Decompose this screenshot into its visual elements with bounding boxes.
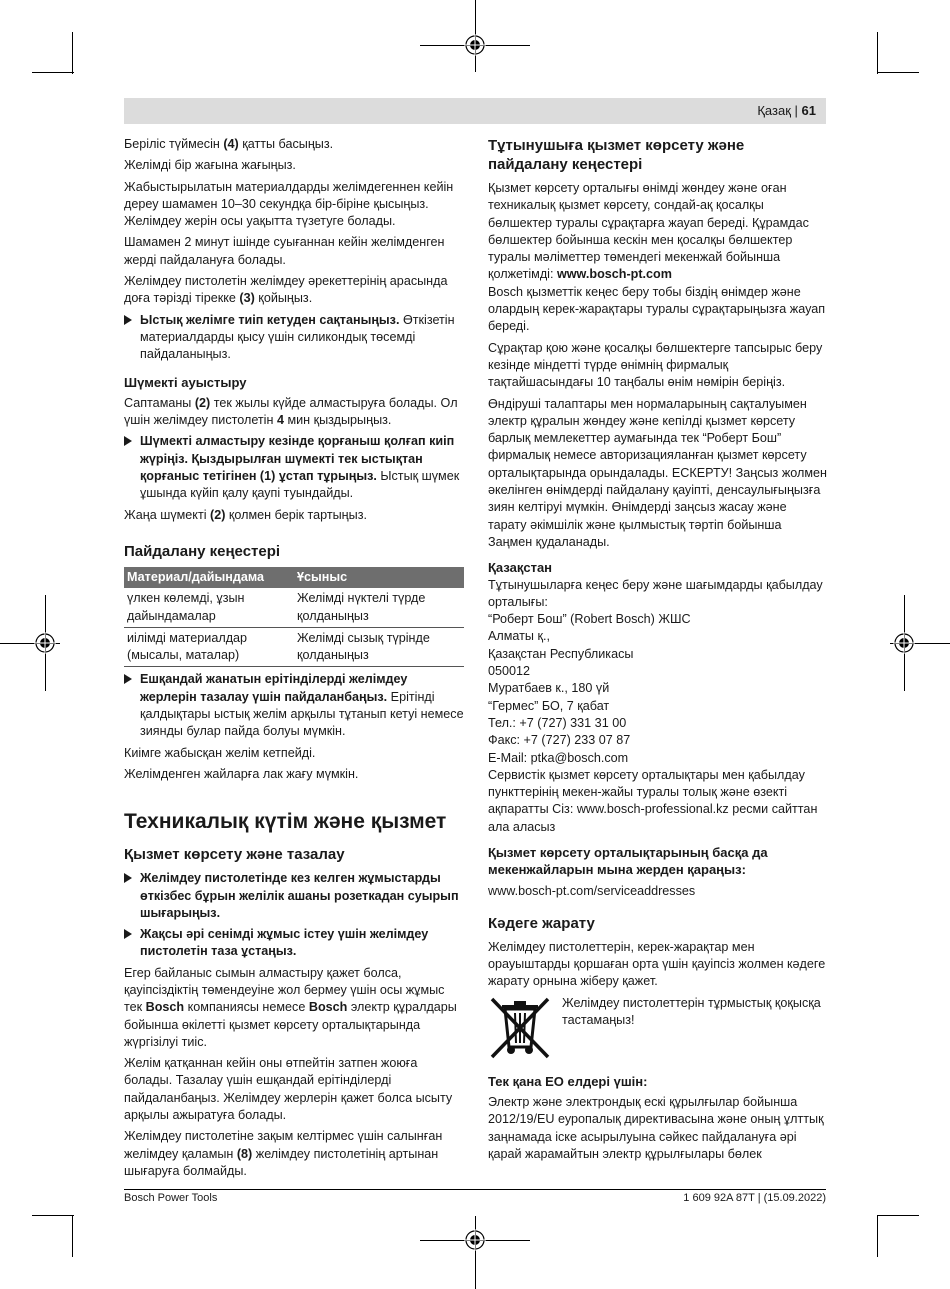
paragraph	[488, 180, 828, 284]
bullet-arrow-icon	[124, 873, 132, 883]
text: Қызмет көрсету орталығы өнімді жөндеу және оған техникалық қызмет көрсету, сондай-ақ қосалқы бөлшектер туралы сұрақтарға жауап береді. Құрамдас бөлшектер бойынша кескін мен қосалқы бөлшектер туралы мәліметтер төмендегі мекенжай бойынша қолжетімді:	[488, 181, 809, 282]
part-ref: (2)	[210, 507, 226, 522]
bullet-bold: Ешқандай жанатын ерітінділерді желімдеу жерлерін тазалау үшін пайдаланбаңыз.	[140, 672, 408, 704]
paragraph	[124, 1128, 464, 1180]
page-header	[124, 98, 826, 124]
footer-doc-id: 1 609 92A 87T | (15.09.2022)	[683, 1192, 826, 1204]
warning-bullet	[124, 671, 464, 740]
crop-mark	[475, 1216, 476, 1289]
address-line: E-Mail: ptka@bosch.com	[488, 750, 629, 765]
address-line: Қазақстан Республикасы	[488, 646, 634, 661]
header-section: Қазақ	[757, 103, 791, 118]
crossed-out-bin-icon	[488, 995, 552, 1061]
paragraph: Желімді бір жағына жағыңыз.	[124, 158, 296, 173]
paragraph: Желімденген жайларға лак жағу мүмкін.	[124, 766, 359, 781]
text: қолмен берік тартыңыз.	[225, 507, 367, 522]
paragraph: Жабыстырылатын материалдарды желімдегеннен кейін дереу шамамен 10–30 секундқа бір-біріне қысыңыз. Желімдеу жерін осы уақытта түзетуге болады.	[124, 179, 454, 229]
paragraph	[124, 965, 464, 1051]
bullet-bold: Жақсы әрі сенімді жұмыс істеу үшін желімдеу пистолетін таза ұстаңыз.	[140, 927, 429, 959]
page-number: 61	[801, 103, 816, 118]
text: Егер байланыс сымын алмастыру қажет болса, қауіпсіздіктің төмендеуіне жол бермеу үшін осы жұмыс тек	[124, 965, 445, 1015]
part-ref: (3)	[239, 291, 255, 306]
bullet-arrow-icon	[124, 674, 132, 684]
section-heading: Пайдалану кеңестері	[124, 542, 281, 560]
address-line: “Гермес” БО, 7 қабат	[488, 698, 610, 713]
address-block	[488, 577, 828, 836]
bullet-bold: Ыстық желімге тиіп кетуден сақтаныңыз.	[140, 312, 400, 327]
crop-mark	[32, 1215, 74, 1216]
crop-mark	[877, 72, 919, 73]
text: қойыңыз.	[254, 291, 313, 306]
brand: Bosch	[308, 1000, 348, 1015]
crop-mark	[72, 32, 73, 74]
address-line: Тел.: +7 (727) 331 31 00	[488, 715, 627, 730]
section-heading: Қызмет көрсету және тазалау	[124, 846, 345, 864]
website-link[interactable]: www.bosch-pt.com	[556, 267, 672, 282]
chapter-heading: Техникалық күтім және қызмет	[124, 810, 447, 834]
part-ref: (2)	[194, 395, 211, 410]
warning-bullet	[124, 870, 464, 922]
text: электр құралдары бойынша өкілетті қызмет көрсету орталықтарында жүргізілуі тиіс.	[124, 1000, 457, 1049]
paragraph: Сұрақтар қою және қосалқы бөлшектерге тапсырыс беру кезінде міндетті түрде өнімнің фирмалық тақтайшасындағы 10 таңбалы өнім нөмірін беріңіз.	[488, 340, 823, 390]
address-line: 050012	[488, 664, 531, 679]
text: қатты басыңыз.	[238, 137, 334, 151]
crop-mark	[877, 32, 878, 74]
text: Беріліс түймесін	[124, 137, 224, 151]
bullet-arrow-icon	[124, 436, 132, 446]
section-heading: Қазақстан	[488, 560, 553, 576]
part-ref: (4)	[223, 137, 239, 151]
text: Желімдеу пистолетіне зақым келтірмес үшін салынған желімдеу қаламын	[124, 1129, 443, 1161]
registration-mark-icon	[893, 632, 915, 654]
minutes-value: 4	[276, 413, 284, 428]
warning-bullet	[124, 926, 464, 961]
header-separator: |	[794, 103, 798, 118]
address-line: Тұтынушыларға кеңес беру және шағымдарды қабылдау орталығы:	[488, 577, 823, 609]
address-line: Алматы қ.,	[488, 629, 550, 644]
paragraph: Киімге жабысқан желім кетпейді.	[124, 745, 316, 760]
text: мин қыздырыңыз.	[283, 413, 392, 428]
paragraph: Желім қатқаннан кейін оны өтпейтін затпен жоюға болады. Тазалау үшін ешқандай ерітінділерді пайдаланбаңыз. Желімдеу жерлерін қажет болса ысыту арқылы ажыратуға болады.	[124, 1056, 453, 1123]
bullet-arrow-icon	[124, 315, 132, 325]
table-cell: үлкен көлемді, ұзын дайындамалар	[124, 588, 294, 627]
section-heading: Тек қана ЕО елдері үшін:	[488, 1073, 648, 1089]
table-header-row	[124, 567, 464, 588]
paragraph: Шамамен 2 минут ішінде суығаннан кейін желімденген жерді пайдалануға болады.	[124, 235, 445, 267]
left-column	[124, 136, 464, 1184]
disposal-notice	[488, 995, 828, 1061]
section-heading: Шүмекті ауыстыру	[124, 374, 247, 390]
paragraph	[124, 507, 464, 524]
paragraph: Желімдеу пистолеттерін, керек-жарақтар мен орауыштарды қоршаған орта үшін қауіпсіз жолмен кәдеге жарату орнына жіберу қажет.	[488, 939, 826, 989]
text: Жаңа шүмекті	[124, 507, 211, 522]
table-cell: иілімді материалдар (мысалы, маталар)	[124, 627, 294, 667]
section-heading: Қызмет көрсету орталықтарының басқа да мекенжайларын мына жерден қараңыз:	[488, 844, 768, 878]
table-cell: Желімді нүктелі түрде қолданыңыз	[294, 588, 464, 627]
right-column	[488, 136, 828, 1167]
section-heading: Кәдеге жарату	[488, 914, 595, 932]
text: тек жылы күйде алмастыруға болады. Ол үшін желімдеу пистолетін	[124, 395, 458, 428]
disposal-warning: Желімдеу пистолеттерін тұрмыстық қоқысқа тастамаңыз!	[562, 995, 821, 1028]
paragraph: Өндіруші талаптары мен нормаларының сақталуымен электр құралын жөндеу және кепілді қызмет көрсету барлық мемлекеттер аумағында тек “Роберт Бош” фирмалық немесе авторизацияланған қызмет көрсету орталықтарында орындалады. ЕСКЕРТУ! Заңсыз жолмен әкелінген өнімдерді пайдалану қауіпті, денсаулығыңызға зиян келтіруі мүмкін. Өнімдерді заңсыз жасау және тарату әкімшілік және қылмыстық тәртіп бойынша Заңмен қудаланады.	[488, 396, 827, 549]
footer-divider	[124, 1189, 826, 1190]
registration-mark-icon	[464, 1229, 486, 1251]
bullet-bold: Желімдеу пистолетінде кез келген жұмыстарды өткізбес бұрын желілік ашаны розеткадан суырып шығарыңыз.	[140, 871, 459, 920]
registration-mark-icon	[464, 34, 486, 56]
text: желімдеу пистолетінің артынан шығаруға болмайды.	[124, 1146, 439, 1178]
paragraph	[124, 273, 464, 308]
warning-bullet	[124, 433, 464, 502]
crop-mark	[877, 1215, 878, 1257]
brand: Bosch	[145, 1000, 185, 1015]
crop-mark	[32, 72, 74, 73]
service-link[interactable]: www.bosch-pt.com/serviceaddresses	[488, 883, 696, 898]
address-line: “Роберт Бош” (Robert Bosch) ЖШС	[488, 612, 691, 627]
text: компаниясы немесе	[184, 1000, 309, 1015]
table-row	[124, 588, 464, 627]
address-line: Муратбаев к., 180 үй	[488, 681, 610, 696]
paragraph	[124, 395, 464, 430]
bullet-text: Ыстық шүмек ұшында күйіп қалу қаупі туындайды.	[140, 469, 460, 501]
bullet-text: Ерітінді қалдықтары ыстық желім арқылы тұтанып кетуі немесе зиянды булар пайда болуы мүмкін.	[140, 689, 464, 739]
warning-bullet	[124, 312, 464, 364]
text: Саптаманы	[124, 395, 195, 410]
paragraph: Электр және электрондық ескі құрылғылар бойынша 2012/19/EU еуропалық директивасына және оның ұлттық заңнамада іске асырылуына сәйкес пайдалануға әрі қарай жарамайтын электр құрылғылары бөлек	[488, 1095, 824, 1161]
registration-mark-icon	[34, 632, 56, 654]
address-line: Факс: +7 (727) 233 07 87	[488, 733, 631, 748]
table-header-cell: Ұсыныс	[294, 567, 464, 588]
table-cell: Желімді сызық түрінде қолданыңыз	[294, 627, 464, 667]
paragraph: Bosch қызметтік кеңес беру тобы біздің өнімдер және олардың керек-жарақтары туралы сұрақтарыңызға жауап береді.	[488, 284, 826, 334]
crop-mark	[877, 1215, 919, 1216]
section-heading: Тұтынушыға қызмет көрсету және пайдалану кеңестері	[488, 137, 745, 173]
bullet-text: Өткізетін материалдарды қысу үшін силикондық төсемді пайдаланыңыз.	[140, 312, 455, 362]
table-row	[124, 627, 464, 667]
footer-brand: Bosch Power Tools	[124, 1192, 218, 1204]
paragraph	[124, 136, 464, 153]
bullet-arrow-icon	[124, 929, 132, 939]
bullet-bold: Шүмекті алмастыру кезінде қорғаныш қолғап киіп жүріңіз. Қыздырылған шүмекті тек ыстықтан қорғаныс тетігінен (1) ұстап тұрыңыз.	[140, 434, 455, 484]
address-line: Сервистік қызмет көрсету орталықтары мен қабылдау пункттерінің мекен-жайы туралы толық және өзекті ақпаратты Сіз: www.bosch-professional.kz ресми сайттан ала аласыз	[488, 767, 818, 834]
text: Желімдеу пистолетін желімдеу әрекеттерінің арасында доға тәрізді тірекке	[124, 274, 448, 306]
crop-mark	[72, 1215, 73, 1257]
table-header-cell: Материал/дайындама	[124, 567, 294, 588]
tips-table	[124, 567, 464, 667]
part-ref: (8)	[236, 1146, 253, 1161]
